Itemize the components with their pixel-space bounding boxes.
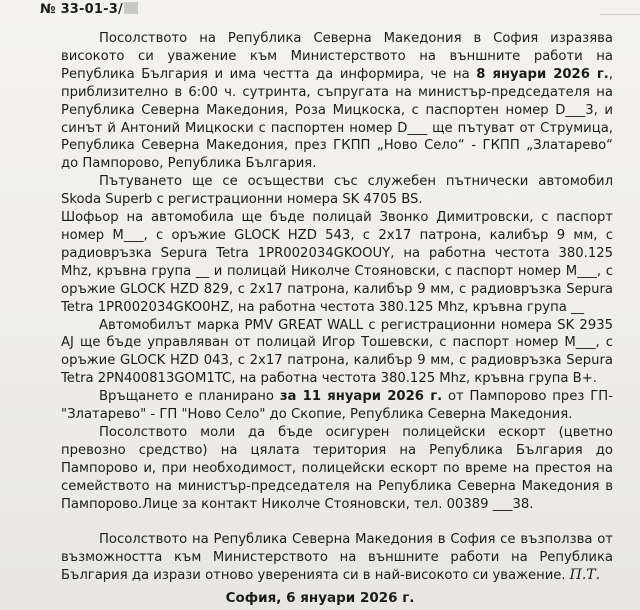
paragraph-closing: [61, 531, 613, 585]
corner-mark: [600, 0, 640, 15]
letter-body: [61, 30, 613, 585]
paragraph-vehicle-2: Автомобилът марка PMV GREAT WALL с регистрационни номера SK 2935 AJ ще бъде управляван от полицай Игор Тошевски, с паспорт номер М___, с оръжие GLOCK HZD 043, с 2x17 патрона, калибър 9 мм, с радиовръзка Sepura Tetra 2PN400813GOM1TC, на работна честота 380.125 Mhz, кръвна група В+.: [61, 317, 613, 387]
reference-number: [40, 2, 138, 17]
place-date-line: София, 6 януари 2026 г.: [225, 590, 415, 606]
paragraph-driver-1: Шофьор на автомобила ще бъде полицай Звонко Димитровски, с паспорт номер М___, с оръжие GLOCK HZD 543, с 2x17 патрона, калибър 9 мм, с радиовръзка Sepura Tetra 1PR002034GKOOUY, на работна честота 380.125 Mhz, кръвна група __ и полицай Николче Стояновски, с паспорт номер М___, с оръжие GLOCK HZD 829, с 2x17 патрона, калибър 9 мм, с радиовръзка Sepura Tetra 1PR002034GKO0HZ, на работна честота 380.125 Mhz, кръвна група __: [61, 210, 613, 315]
paragraph-return: Връщането е планирано за 11 януари 2026 г. от Пампорово през ГП-"Златарево" - ГП "Ново Село" до Скопие, Република Северна Македония.: [61, 389, 613, 423]
handwritten-initials: П.Т.: [569, 567, 601, 584]
bold-date: 8 януари 2026 г.: [476, 66, 609, 82]
bold-date: за 11 януари 2026 г.: [279, 389, 443, 405]
redaction-mark: [124, 2, 138, 14]
closing-text: Посолството на Република Северна Македония в София се възползва от възможността към Министерството на външните работи на Република България да изрази отново уверенията си в най-високото си уважение.: [61, 532, 613, 584]
paragraph-escort: Посолството моли да бъде осигурен полицейски ескорт (цветно превозно средство) на цялата територия на Република България до Пампорово и, при необходимост, полицейски ескорт по време на престоя на семейството на министър-председателя на Република Северна Македония в Пампорово.Лице за контакт Николче Стояновски, тел. 00389 ___38.: [61, 424, 613, 512]
paragraph-vehicle-1: Пътуването ще се осъществи със служебен пътнически автомобил Skoda Superb с регистрационни номера SK 4705 BS.: [61, 174, 613, 208]
paragraph-intro: Посолството на Република Северна Македония в София изразява високото си уважение към Министерството на външните работи на Република България и има честта да информира, че на 8 януари 2026 г., приблизително в 6:00 ч. сутринта, съпругата на министър-председателя на Република Северна Македония, Роза Мицкоска, с паспортен номер D___3, и синът й Антоний Мицкоски с паспортен номер D___ ще пътуват от Струмица, Република Северна Македония, през ГКПП „Ново Село“ - ГКПП „Златарево“ до Пампорово, Република България.: [61, 31, 613, 172]
reference-number-text: № 33-01-3/: [40, 2, 123, 17]
paragraph-gap: [61, 513, 613, 531]
